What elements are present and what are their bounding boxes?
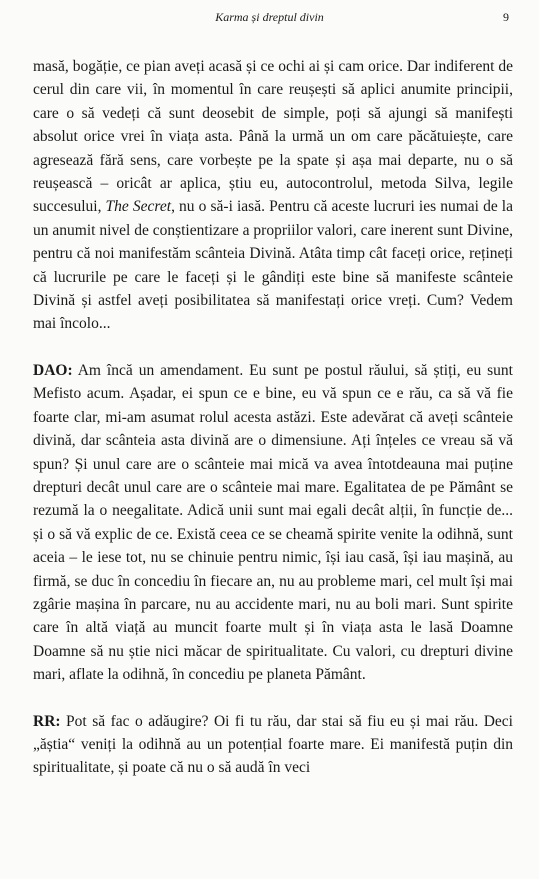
body-text (33, 55, 513, 780)
paragraph-dao (33, 359, 513, 687)
running-title: Karma și dreptul divin (215, 10, 324, 24)
paragraph-rr-text: Pot să fac o adăugire? Oi fi tu rău, dar stai să fiu eu și mai rău. Deci „ăștia“ veniți la odihnă au un potențial foarte mare. Ei manifestă puțin din spiritualitate, și poate că nu o să audă în veci (33, 712, 513, 777)
paragraph-rr (33, 710, 513, 780)
speaker-rr: RR: (33, 712, 61, 730)
paragraph-dao-text: Am încă un amendament. Eu sunt pe postul răului, să știți, eu sunt Mefisto acum. Așadar, ei spun ce e bine, eu vă spun ce e rău, ca să vă fie foarte clar, mi-am asumat rolul acesta astăzi. Este adevărat că aveți scânteie divină, dar scânteia asta divină are o dimensiune. Ați înțeles ce vreau să vă spun? Și unul care are o scânteie mai mică va avea întotdeauna mai puține drepturi decât unul care are o scânteie mai mare. Egalitatea de pe Pământ se rezumă la o neegalitate. Adică unii sunt mai egali decât alții, în funcție de... și o să vă explic de ce. Există ceea ce se cheamă spirite venite la odihnă, sunt aceia – le iese tot, nu se chinuie pentru nimic, își iau casă, își iau mașină, au firmă, se duc în concediu în fiecare an, nu au probleme mari, cel mult își mai zgârie mașina în parcare, nu au accidente mari, nu au boli mari. Sunt spirite care în altă viață au muncit foarte mult și în viața asta le lasă Doamne Doamne să nu știe nici măcar de spiritualitate. Cu valori, cu drepturi divine mari, aflate la odihnă, în concediu pe planeta Pământ. (33, 361, 513, 684)
book-title-the-secret: The Secret (105, 198, 172, 216)
running-head (0, 10, 539, 25)
paragraph-1-text-a: masă, bogăție, ce pian aveți acasă și ce ochi ai și cam orice. Dar indiferent de cerul din care vii, în momentul în care reușești să aplici anumite principii, care o să vedeți că sunt deosebit de simple, poți să ajungi să manifești absolut orice vrei în viața asta. Până la urmă un om care păcătuiește, care agresează fără sens, care vorbește pe la spate și așa mai departe, nu o să reușească – oricât ar aplica, știu eu, autocontrolul, metoda Silva, legile succesului, (33, 58, 513, 216)
paragraph-1 (33, 55, 513, 336)
paragraph-1-text-b: , nu o să-i iasă. Pentru că aceste lucruri ies numai de la un anumit nivel de conștientizare a propriilor valori, care inerent sunt Divine, pentru că noi manifestăm scânteia Divină. Atâta timp cât faceți orice, rețineți că lucrurile pe care le faceți și le gândiți este bine să manifeste scânteie Divină și astfel aveți posibilitatea să manifestați orice vreți. Cum? Vedem mai încolo... (33, 198, 513, 333)
page-number: 9 (503, 10, 509, 24)
speaker-dao: DAO: (33, 361, 73, 379)
